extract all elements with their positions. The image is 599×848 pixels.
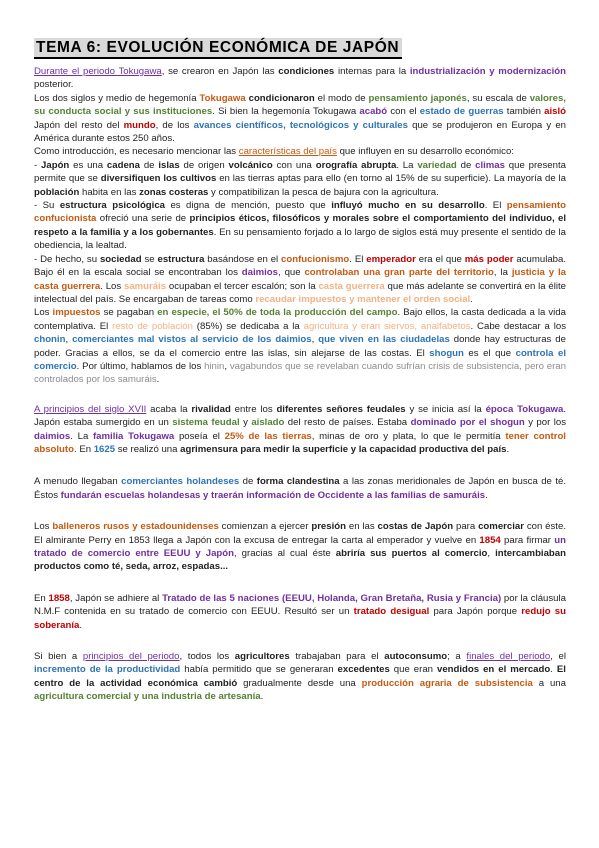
text-run: excedentes: [337, 664, 390, 676]
text-run: Tokugawa: [199, 92, 246, 104]
text-run: . El: [484, 200, 507, 212]
text-run: chonin: [34, 334, 66, 346]
text-run: producción agraria de subsistencia: [361, 677, 533, 689]
text-run: . La: [70, 430, 93, 442]
text-run: en las: [345, 521, 378, 533]
text-run: valores, su conducta social y sus instituciones: [34, 92, 566, 118]
text-run: entre los: [230, 403, 277, 415]
text-run: intercambiaban productos como té, seda, arroz, espadas...: [34, 548, 566, 573]
text-run: y se inicia así la: [405, 403, 486, 415]
text-run: - De hecho, su: [34, 253, 100, 265]
text-run: comienzan a ejercer: [218, 521, 312, 533]
text-run: comerciantes mal vistos al servicio de los daimios: [72, 334, 312, 346]
text-run: agricultores: [234, 651, 290, 663]
text-run: industrialización y modernización: [409, 66, 566, 77]
text-run: confucionismo: [281, 253, 350, 265]
text-run: , que: [278, 267, 305, 279]
text-run: que más adelante se convertirá en la élite intelectual del país. Se encargaban de tareas como: [34, 280, 566, 305]
text-run: familia Tokugawa: [92, 430, 175, 442]
text-run: que presenta permite que se: [34, 159, 566, 185]
text-run: y compatibilizan la pesca de bajura con la agricultura.: [208, 186, 439, 198]
text-run: se: [141, 253, 158, 265]
text-run: vendidos en el mercado: [436, 664, 551, 676]
text-run: comerciantes holandeses: [121, 476, 240, 488]
text-run: que viven en las ciudadelas: [318, 334, 450, 346]
text-run: Durante el periodo Tokugawa: [34, 66, 162, 77]
text-run: . En: [73, 443, 94, 455]
text-run: ,: [224, 360, 230, 372]
text-run: que se produjeron en Europa y en América durante estos 250 años.: [34, 119, 566, 145]
text-run: más poder: [464, 253, 514, 265]
text-run: orografía abrupta: [315, 159, 397, 171]
text-run: aislado: [251, 417, 285, 429]
text-run: A menudo llegaban: [34, 476, 122, 488]
text-run: posterior.: [34, 79, 74, 91]
text-run: rivalidad: [191, 403, 231, 415]
paragraph-intro: [34, 65, 566, 92]
document-page: [34, 38, 566, 704]
text-run: , la: [493, 267, 512, 279]
text-run: con el: [387, 106, 420, 118]
paragraph-psicologia: [34, 199, 566, 253]
text-run: acumulaba. Bajo él en la escala social se encontraban los: [34, 253, 567, 279]
text-run: pensamiento japonés: [368, 92, 467, 104]
page-title: TEMA 6: EVOLUCIÓN ECONÓMICA DE JAPÓN: [34, 38, 402, 59]
text-run: internas para la: [334, 66, 410, 77]
text-run: 1854: [479, 534, 501, 546]
text-run: controlaban una gran parte del territorio: [304, 267, 494, 279]
text-run: donde hay estructuras de poder. Gracias a ellos, se da el comercio entre las islas, sin alejarse de las costas. El: [34, 334, 566, 359]
text-run: que influyen en su desarrollo económico:: [336, 146, 514, 158]
text-run: había permitido que se generaran: [180, 664, 338, 676]
text-run: mundo: [123, 119, 156, 131]
text-run: . Bajo ellos, la casta dedicada a la vida contemplativa. El: [34, 307, 566, 332]
text-run: influyó mucho en su desarrollo: [331, 200, 485, 212]
text-run: estructura: [157, 253, 205, 265]
paragraph-impuestos: [34, 306, 566, 386]
text-run: pensamiento confucionista: [34, 200, 566, 225]
paragraph-tratado-1858: [34, 592, 566, 632]
text-run: trabajaban para el: [289, 651, 385, 663]
text-run: sociedad: [99, 253, 142, 265]
text-run: es el que: [463, 347, 516, 359]
text-run: A principios del siglo XVII: [34, 403, 147, 415]
text-run: controla el comercio: [34, 347, 566, 372]
text-run: finales del periodo: [466, 651, 551, 663]
text-run: en especie, el 50% de toda la producción del campo: [157, 307, 398, 319]
text-run: ,: [311, 334, 319, 346]
text-run: , todos los: [179, 651, 235, 663]
text-run: -: [34, 159, 42, 171]
text-run: , el: [550, 651, 566, 663]
text-run: características del país: [238, 146, 337, 158]
paragraph-sociedad: [34, 253, 566, 307]
text-run: ofreció una serie de: [96, 213, 190, 225]
text-run: ,: [65, 334, 73, 346]
text-run: es digna de mención, puesto que: [165, 200, 332, 212]
text-run: vagabundos que se revelaban cuando sufrían crisis de subsistencia, pero eran controlados por los samuráis: [34, 360, 566, 386]
text-run: ,: [487, 548, 496, 559]
text-run: .: [485, 489, 488, 501]
text-run: Japón: [41, 159, 70, 171]
text-run: emperador: [366, 253, 416, 265]
text-run: se realizó una: [115, 443, 181, 455]
text-run: de: [140, 159, 159, 171]
text-run: , gracias al cual éste: [234, 548, 336, 559]
text-run: para Japón porque: [429, 606, 522, 618]
text-run: ; a: [447, 651, 467, 663]
text-run: también: [503, 106, 545, 118]
text-run: estado de guerras: [419, 106, 504, 118]
text-run: para firmar: [500, 534, 555, 546]
text-run: Los dos siglos y medio de hegemonía: [34, 92, 200, 104]
text-run: en las tierras aptas para ello (en torno al 15% de su superficie). La mayoría de la: [216, 173, 566, 185]
text-run: daimios: [241, 267, 279, 279]
text-run: acaba la: [146, 403, 192, 415]
text-run: . Japón estaba sumergido en un: [34, 403, 567, 429]
text-run: , Japón se adhiere al: [69, 592, 163, 604]
text-run: islas: [158, 159, 180, 171]
text-run: era el que: [415, 253, 465, 265]
text-run: basándose en el: [204, 253, 282, 265]
text-run: . Cabe destacar a los: [470, 320, 566, 332]
text-run: agricultura y eran siervos, analfabetos: [303, 320, 471, 332]
text-run: , su escala de: [466, 92, 530, 104]
paragraph-hegemonia: [34, 92, 566, 146]
text-run: , de los: [155, 119, 194, 131]
text-run: balleneros rusos y estadounidenses: [52, 521, 219, 533]
text-run: con una: [272, 159, 316, 171]
text-run: Japón del resto del: [34, 119, 124, 131]
text-run: del resto de países. Estaba: [284, 417, 411, 429]
text-run: .: [470, 293, 473, 305]
text-run: (EEUU, Holanda, Gran Bretaña, Rusia y Francia): [281, 592, 502, 604]
text-run: .: [156, 374, 160, 386]
text-run: a las zonas meridionales de Japón en busca de té. Éstos: [34, 476, 566, 501]
text-run: Tratado de las 5 naciones: [162, 592, 280, 604]
text-run: por la cláusula N.M.F contenida en su tratado de comercio con EEUU. Resultó ser un: [34, 592, 566, 618]
text-run: Los: [34, 307, 53, 319]
text-run: recaudar impuestos y mantener el orden social: [255, 293, 471, 305]
text-run: aisló: [544, 106, 567, 118]
text-run: un tratado de comercio entre EEUU y Japón: [34, 534, 566, 559]
text-run: tratado desigual: [353, 606, 430, 618]
text-run: y: [239, 417, 252, 429]
text-run: se pagaban: [100, 307, 158, 319]
text-run: (85%) se dedicaba a la: [192, 320, 304, 332]
text-run: Si bien a: [34, 651, 83, 663]
text-run: de: [239, 476, 257, 488]
text-run: . El: [349, 253, 367, 265]
text-run: zonas costeras: [139, 186, 209, 198]
text-run: forma clandestina: [256, 476, 340, 488]
text-run: principios éticos, filosóficos y morales sobre el comportamiento del individuo, el respeto a la familia y a los gobernantes: [34, 213, 566, 238]
text-run: 1625: [93, 443, 116, 455]
paragraph-balleneros: [34, 520, 566, 574]
text-run: El centro de la actividad económica cambió: [34, 664, 566, 689]
paragraph-agricultura: [34, 650, 566, 704]
text-run: fundarán escuelas holandesas y traerán información de Occidente a las familias de samuráis: [60, 489, 486, 501]
text-run: , minas de oro y plata, lo que le permitía: [311, 430, 506, 442]
text-run: ocupaban el tercer escalón; son la: [166, 280, 319, 292]
text-run: gradualmente desde una: [237, 677, 362, 689]
text-run: volcánico: [228, 159, 273, 171]
text-run: y por los: [524, 417, 566, 429]
text-run: .: [550, 664, 557, 676]
text-run: de origen: [179, 159, 229, 171]
text-run: En: [34, 592, 49, 604]
text-run: para: [453, 521, 479, 533]
paragraph-geografia: [34, 159, 566, 199]
text-run: casta guerrera: [318, 280, 385, 292]
text-run: acabó: [359, 106, 388, 118]
text-run: población: [34, 186, 80, 198]
paragraph-caracteristicas: [34, 145, 566, 158]
text-run: . Por último, hablamos de los: [76, 360, 205, 372]
text-run: con éste. El almirante Perry en 1853 llega a Japón con la excusa de entregar la carta al emperador y vuelve en: [34, 521, 566, 546]
text-run: . La: [396, 159, 418, 171]
text-run: comerciar: [478, 521, 524, 533]
text-run: Los: [34, 521, 53, 533]
text-run: condicionaron: [248, 92, 315, 104]
text-run: costas de Japón: [377, 521, 454, 533]
text-run: tener control absoluto: [34, 430, 566, 455]
text-run: poseía el: [174, 430, 225, 442]
paragraph-siglo-xvii: [34, 403, 566, 457]
text-run: diversifiquen los cultivos: [100, 173, 217, 185]
text-run: 1858: [48, 592, 70, 604]
text-run: justicia y la casta guerrera: [34, 267, 566, 292]
paragraph-holandeses: [34, 475, 566, 502]
text-run: cadena: [106, 159, 140, 171]
text-run: condiciones: [278, 66, 335, 77]
text-run: abriría sus puertos al comercio: [335, 548, 488, 559]
text-run: sistema feudal: [172, 417, 240, 429]
text-run: 25% de las tierras: [224, 430, 312, 442]
text-run: habita en las: [79, 186, 140, 198]
text-run: dominado por el shogun: [410, 417, 525, 429]
text-run: principios del periodo: [82, 651, 180, 663]
text-run: avances científicos, tecnológicos y culturales: [193, 119, 408, 131]
text-run: autoconsumo: [384, 651, 448, 663]
text-run: samuráis: [123, 280, 167, 292]
text-run: es una: [69, 159, 107, 171]
text-run: . En su pensamiento forjado a lo largo de siglos está muy presente el sentido de la obediencia, la lealtad.: [34, 226, 566, 252]
text-run: , se crearon en Japón las: [161, 66, 279, 77]
text-run: shogun: [429, 347, 464, 359]
text-run: hinin: [204, 360, 225, 372]
text-run: .: [260, 691, 264, 703]
text-run: a una: [532, 677, 566, 689]
text-run: agrimensura para medir la superficie y la capacidad productiva del país: [180, 443, 507, 455]
text-run: Como introducción, es necesario mencionar las: [34, 146, 239, 158]
text-run: diferentes señores feudales: [276, 403, 406, 415]
text-run: agricultura comercial y una industria de artesanía: [34, 691, 261, 703]
text-run: daimios: [34, 430, 71, 442]
text-run: estructura psicológica: [59, 200, 165, 212]
text-run: .: [79, 619, 82, 631]
text-run: incremento de la productividad: [34, 664, 181, 676]
text-run: . Los: [100, 280, 124, 292]
text-run: .: [506, 443, 510, 455]
text-run: que eran: [389, 664, 437, 676]
text-run: época Tokugawa: [485, 403, 564, 415]
text-run: el modo de: [314, 92, 369, 104]
text-run: . Si bien la hegemonía Tokugawa: [212, 106, 360, 118]
text-run: presión: [311, 521, 346, 533]
text-run: - Su: [34, 200, 60, 212]
text-run: redujo su soberanía: [34, 606, 566, 631]
text-run: impuestos: [52, 307, 101, 319]
text-run: de: [456, 159, 476, 171]
text-run: variedad: [417, 159, 457, 171]
text-run: climas: [475, 159, 505, 171]
text-run: resto de población: [112, 320, 193, 332]
